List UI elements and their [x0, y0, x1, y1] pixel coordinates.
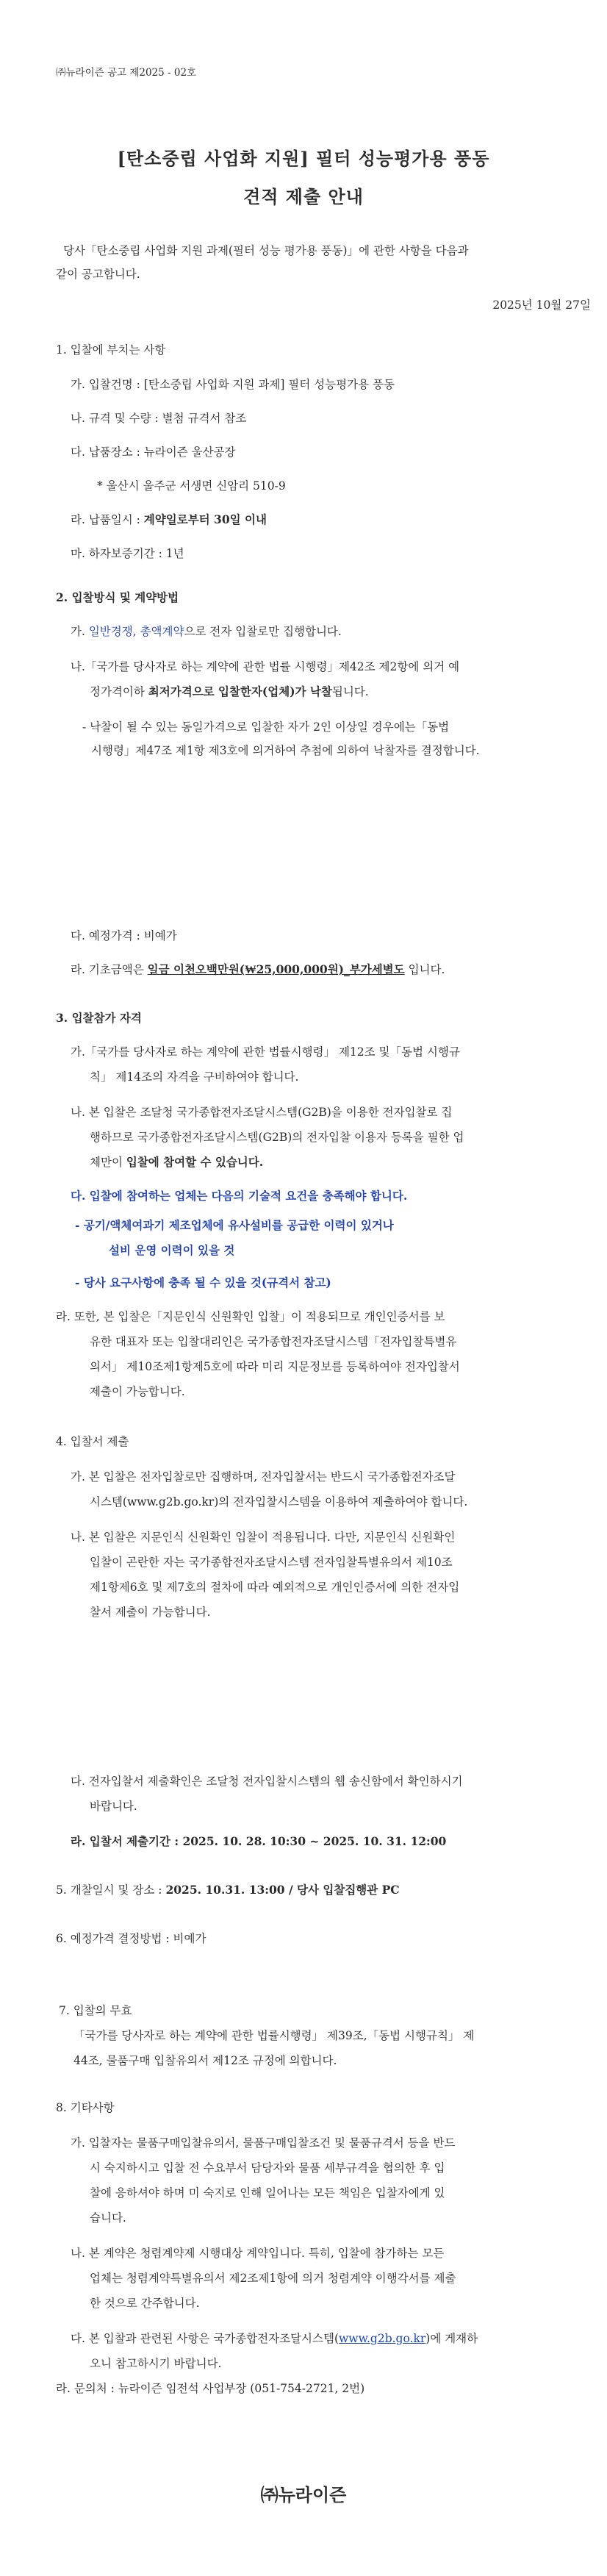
s4-item-ga-line-1: 가. 본 입찰은 전자입찰로만 집행하며, 전자입찰서는 반드시 국가종합전자조달 [71, 1470, 456, 1484]
s3-item-ra-line-1: 라. 또한, 본 입찰은「지문인식 신원확인 입찰」이 적용되므로 개인인증서를 보 [56, 1310, 445, 1323]
s2-item-na-line-2: 정가격이하 최저가격으로 입찰한자(업체)가 낙찰됩니다. [90, 684, 369, 698]
section-6-price-method: 6. 예정가격 결정방법 : 비예가 [56, 1932, 206, 1945]
s3-item-ra-line-2: 유한 대표자 또는 입찰대리인은 국가종합전자조달시스템「전자입찰특별유 [90, 1335, 457, 1348]
s4-item-ga-line-2: 시스템(www.g2b.go.kr)의 전자입찰시스템을 이용하여 제출하여야 합니다. [90, 1495, 468, 1509]
section-3-heading: 3. 입찰참가 자격 [56, 1011, 142, 1025]
s8-item-da-line-1: 다. 본 입찰과 관련된 사항은 국가종합전자조달시스템(www.g2b.go.kr)에 게재하 [71, 2332, 478, 2345]
s2-item-na-line-1: 나.「국가를 당사자로 하는 계약에 관한 법률 시행령」제42조 제2항에 의거 예 [71, 660, 460, 673]
section-8-heading: 8. 기타사항 [56, 2101, 115, 2114]
s1-item-na: 나. 규격 및 수량 : 별첨 규격서 참조 [71, 412, 247, 425]
notice-number: ㈜뉴라이즌 공고 제2025 - 02호 [56, 67, 197, 79]
s7-line-1: 「국가를 당사자로 하는 계약에 관한 법률시행령」 제39조,「동법 시행규칙」 제 [73, 2029, 475, 2042]
s3-item-ra-line-4: 제출이 가능합니다. [90, 1385, 185, 1398]
s4-item-da-line-2: 바랍니다. [90, 1800, 137, 1813]
s2-dash-line-1: - 낙찰이 될 수 있는 동일가격으로 입찰한 자가 2인 이상일 경우에는「동법 [82, 720, 450, 734]
s8-item-ra-contact: 라. 문의처 : 뉴라이즌 임전석 사업부장 (051-754-2721, 2번) [56, 2382, 365, 2395]
s4-item-na-line-2: 입찰이 곤란한 자는 국가종합전자조달시스템 전자입찰특별유의서 제10조 [90, 1556, 453, 1569]
s3-item-ga-line-1: 가.「국가를 당사자로 하는 계약에 관한 법률시행령」 제12조 및「동법 시행규 [71, 1045, 460, 1059]
g2b-link[interactable]: www.g2b.go.kr [339, 2332, 426, 2345]
s4-submission-period: 라. 입찰서 제출기간 : 2025. 10. 28. 10:30 ~ 2025. 10. 31. 12:00 [71, 1834, 447, 1848]
s8-item-na-line-1: 나. 본 계약은 청렴계약제 시행대상 계약입니다. 특히, 입찰에 참가하는 모든 [71, 2247, 445, 2260]
s3-requirement-1-line-2: 설비 운영 이력이 있을 것 [109, 1243, 235, 1257]
s4-item-da-line-1: 다. 전자입찰서 제출확인은 조달청 전자입찰시스템의 웹 송신함에서 확인하시기 [71, 1775, 463, 1788]
title-line-2: 견적 제출 안내 [243, 186, 364, 207]
section-5-opening: 5. 개찰일시 및 장소 : 2025. 10.31. 13:00 / 당사 입찰집행관 PC [56, 1883, 400, 1897]
company-footer: ㈜뉴라이즌 [260, 2484, 347, 2505]
s3-item-ga-line-2: 칙」 제14조의 자격을 구비하여야 합니다. [90, 1070, 299, 1084]
s4-item-na-line-3: 제1항제6호 및 제7호의 절차에 따라 예외적으로 개인인증서에 의한 전자입 [90, 1581, 460, 1594]
s8-item-da-line-2: 오니 참고하시기 바랍니다. [90, 2357, 222, 2370]
s3-item-ra-line-3: 의서」 제10조제1항제5호에 따라 미리 지문정보를 등록하여야 전자입찰서 [90, 1360, 460, 1373]
s3-item-na-line-1: 나. 본 입찰은 조달청 국가종합전자조달시스템(G2B)을 이용한 전자입찰로 집 [71, 1106, 453, 1119]
s7-line-2: 44조, 물품구매 입찰유의서 제12조 규정에 의합니다. [73, 2054, 337, 2067]
intro-line-2: 같이 공고합니다. [56, 268, 140, 281]
s1-item-da: 다. 납품장소 : 뉴라이즌 울산공장 [71, 446, 236, 459]
s1-address: * 울산시 울주군 서생면 신암리 510-9 [97, 479, 286, 493]
section-4-heading: 4. 입찰서 제출 [56, 1435, 129, 1448]
s8-item-ga-line-3: 찰에 응하셔야 하며 미 숙지로 인해 일어나는 모든 책임은 입찰자에게 있 [90, 2186, 445, 2200]
title-line-1: [탄소중립 사업화 지원] 필터 성능평가용 풍동 [117, 148, 490, 169]
s2-item-ra: 라. 기초금액은 일금 이천오백만원(₩25,000,000원)_부가세별도 입니다. [71, 962, 445, 976]
s8-item-ga-line-1: 가. 입찰자는 물품구매입찰유의서, 물품구매입찰조건 및 물품규격서 등을 반드 [71, 2136, 456, 2150]
s2-dash-line-2: 시행령」제47조 제1항 제3호에 의거하여 추첨에 의하여 낙찰자를 결정합니다. [91, 744, 480, 757]
s8-item-ga-line-2: 시 숙지하시고 입찰 전 수요부서 담당자와 물품 세부규격을 협의한 후 입 [90, 2161, 445, 2175]
s2-item-da: 다. 예정가격 : 비예가 [71, 929, 177, 942]
s4-item-na-line-1: 나. 본 입찰은 지문인식 신원확인 입찰이 적용됩니다. 다만, 지문인식 신원확인 [71, 1531, 456, 1544]
s1-item-ga: 가. 입찰건명 : [탄소중립 사업화 지원 과제] 필터 성능평가용 풍동 [71, 378, 395, 391]
s3-requirement-2: - 당사 요구사항에 충족 될 수 있을 것(규격서 참고) [75, 1276, 331, 1289]
notice-date: 2025년 10월 27일 [492, 298, 591, 312]
s3-item-na-line-2: 행하므로 국가종합전자조달시스템(G2B)의 전자입찰 이용자 등록을 필한 업 [90, 1131, 464, 1144]
s2-item-ga: 가. 일반경쟁, 총액계약으로 전자 입찰로만 집행합니다. [71, 625, 342, 638]
s3-requirement-1-line-1: - 공기/액체여과기 제조업체에 유사설비를 공급한 이력이 있거나 [75, 1218, 394, 1232]
intro-line-1: 당사「탄소중립 사업화 지원 과제(필터 성능 평가용 풍동)」에 관한 사항을 다음과 [63, 244, 469, 257]
section-7-heading: 7. 입찰의 무효 [59, 2004, 132, 2017]
s1-item-ra: 라. 납품일시 : 계약일로부터 30일 이내 [71, 512, 267, 526]
s1-item-ma: 마. 하자보증기간 : 1년 [71, 547, 184, 560]
s4-item-na-line-4: 찰서 제출이 가능합니다. [90, 1606, 211, 1619]
s8-item-ga-line-4: 습니다. [90, 2211, 126, 2225]
section-1-heading: 1. 입찰에 부치는 사항 [56, 343, 166, 357]
s8-item-na-line-3: 한 것으로 간주합니다. [90, 2297, 200, 2310]
s8-item-na-line-2: 업체는 청렴계약특별유의서 제2조제1항에 의거 청렴계약 이행각서를 제출 [90, 2272, 456, 2285]
section-2-heading: 2. 입찰방식 및 계약방법 [56, 590, 179, 604]
s3-item-na-line-3: 체만이 입찰에 참여할 수 있습니다. [90, 1155, 264, 1169]
s3-item-da: 다. 입찰에 참여하는 업체는 다음의 기술적 요건을 충족해야 합니다. [71, 1189, 408, 1203]
